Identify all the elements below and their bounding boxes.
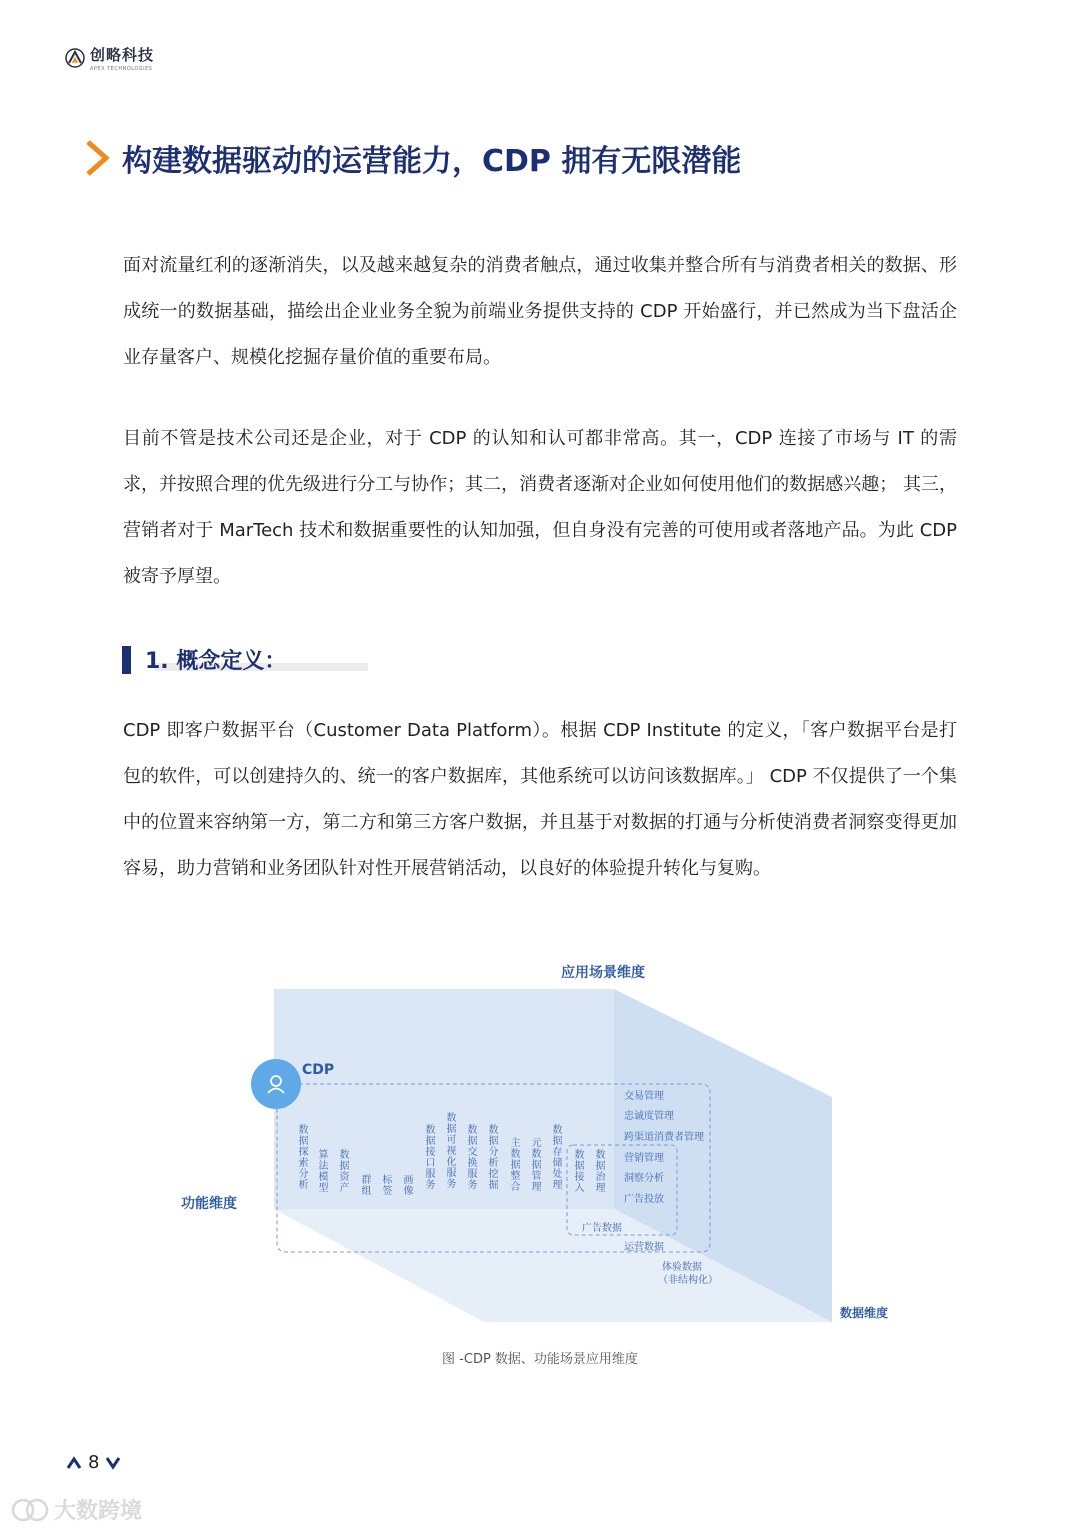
page-number-nav [66,1452,121,1473]
chevron-down-icon[interactable] [105,1456,121,1470]
function-item: 数据探索分析 [296,1124,307,1190]
cdp-label: CDP [302,1062,335,1078]
function-item: 标签 [380,1174,391,1196]
function-item: 算法模型 [316,1149,327,1193]
watermark [10,1494,142,1525]
watermark-logo-icon [10,1497,50,1523]
function-item: 主数据整合 [508,1137,519,1192]
function-item: 数据资产 [337,1149,348,1193]
user-icon [264,1072,288,1096]
axis-data-label: 数据维度 [840,1306,889,1320]
definition-paragraph: CDP 即客户数据平台（Customer Data Platform）。根据 CDP Institute 的定义，「客户数据平台是打包的软件，可以创建持久的、统一的客户数据库，其他系统可以访问该数据库。」 CDP 不仅提供了一个集中的位置来容纳第一方，第二方和第三方客户数据，并且基于对数据的打通与分析使消费者洞察变得更加容易，助力营销和业务团队针对性开展营销活动，以良好的体验提升转化与复购。 [123,720,957,879]
scenario-item: 广告投放 [624,1194,664,1205]
function-item: 数据接口服务 [423,1124,434,1190]
brand-name: 创略科技 [90,46,155,64]
function-item: 数据存储处理 [550,1124,561,1190]
scenario-item: 忠诚度管理 [624,1111,674,1122]
scenario-item: 跨渠道消费者管理 [624,1132,704,1143]
scenario-item: 洞察分析 [624,1173,664,1184]
page-number: 8 [88,1452,100,1473]
section-title: 1. 概念定义： [145,649,287,674]
function-item: 数据交换服务 [465,1124,476,1190]
chevron-up-icon[interactable] [66,1456,82,1470]
function-item: 数据治理 [593,1149,604,1193]
function-item: 数据分析挖掘 [486,1124,497,1190]
data-exp-sub-label: （非结构化） [658,1275,718,1286]
watermark-text: 大数跨境 [54,1499,143,1524]
function-item: 画像 [401,1174,412,1196]
axis-scene-label: 应用场景维度 [561,965,645,981]
scenario-item: 营销管理 [624,1153,664,1164]
brand-sub: APEX TECHNOLOGIES [90,66,153,72]
data-exp-label: 体验数据 [662,1262,702,1273]
function-item: 群组 [359,1174,370,1196]
figure-caption: 图 -CDP 数据、功能场景应用维度 [442,1352,638,1367]
axis-function-label: 功能维度 [181,1196,237,1212]
scenario-item: 交易管理 [624,1091,664,1102]
function-item: 元数据管理 [529,1137,540,1192]
second-paragraph: 目前不管是技术公司还是企业，对于 CDP 的认知和认可都非常高。其一，CDP 连接了市场与 IT 的需求，并按照合理的优先级进行分工与协作；其二，消费者逐渐对企业如何使用他们的数据感兴趣； 其三，营销者对于 MarTech 技术和数据重要性的认知加强，但自身没有完善的可使用或者落地产品。为此 CDP 被寄予厚望。 [123,428,957,587]
intro-paragraph: 面对流量红利的逐渐消失，以及越来越复杂的消费者触点，通过收集并整合所有与消费者相关的数据、形成统一的数据基础，描绘出企业业务全貌为前端业务提供支持的 CDP 开始盛行，并已然成为当下盘活企业存量客户、规模化挖掘存量价值的重要布局。 [123,255,957,368]
section-heading [122,644,286,675]
function-item: 数据接入 [572,1149,583,1193]
data-ad-label: 广告数据 [582,1223,622,1234]
page-title: 构建数据驱动的运营能力，CDP 拥有无限潜能 [122,144,742,179]
data-ops-label: 运营数据 [624,1242,664,1253]
function-item: 数据可视化服务 [444,1112,455,1189]
